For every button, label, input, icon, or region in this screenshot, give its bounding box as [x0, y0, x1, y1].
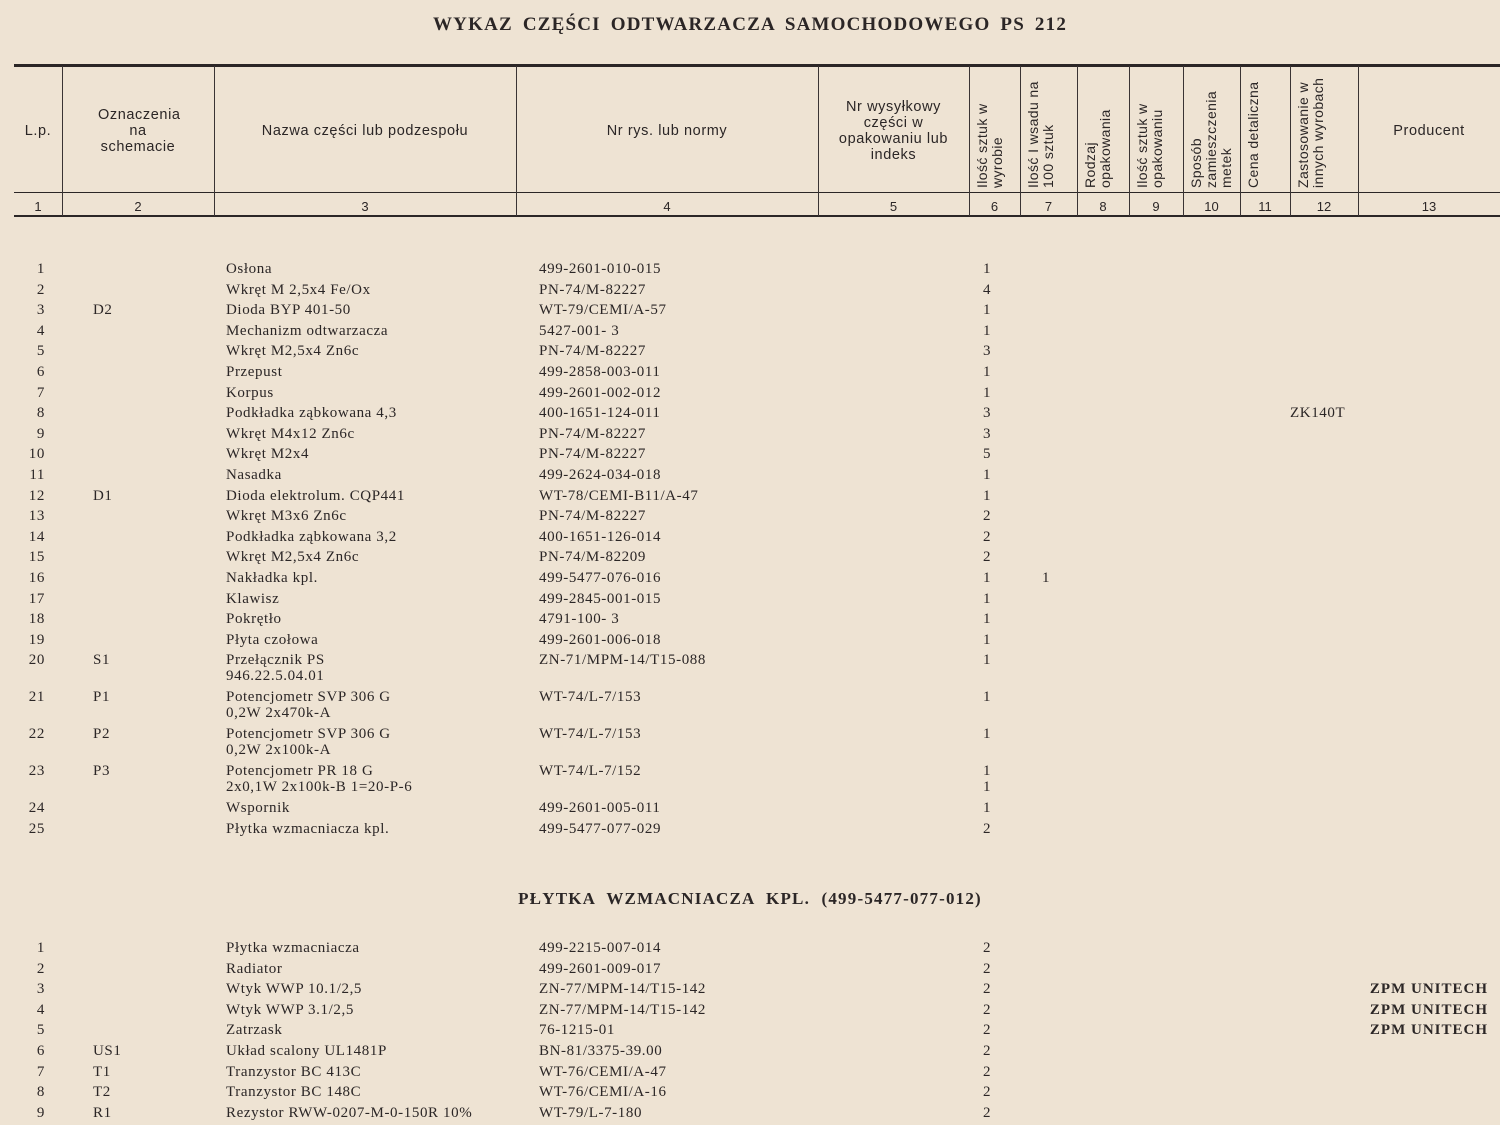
- quantity: 2: [983, 1043, 992, 1059]
- part-name: Korpus: [226, 384, 274, 401]
- column-number: 9: [1152, 199, 1160, 214]
- table-row: [0, 323, 1500, 343]
- column-number: 1: [34, 199, 42, 214]
- drawing-number: 400-1651-124-011: [539, 405, 661, 422]
- column-header-12: [1296, 70, 1354, 188]
- part-name: Mechanizm odtwarzacza: [226, 322, 389, 339]
- table-row: [0, 426, 1500, 446]
- schematic-designator: P1: [93, 689, 111, 706]
- part-name: Płytka wzmacniacza: [226, 940, 360, 956]
- row-number: 4: [36, 322, 45, 339]
- table-row: [0, 632, 1500, 652]
- drawing-number: 499-2215-007-014: [539, 940, 662, 956]
- part-name: Wkręt M2x4: [226, 446, 310, 463]
- row-number: 5: [36, 1022, 45, 1039]
- batch-quantity: 1: [1042, 570, 1051, 586]
- drawing-number: 499-2601-010-015: [539, 261, 662, 277]
- header-bottom-rule: [14, 215, 1500, 217]
- row-number: 11: [29, 467, 45, 483]
- column-header-4: [516, 70, 818, 192]
- part-name: Nasadka: [226, 467, 282, 483]
- column-header-1: [14, 70, 62, 192]
- schematic-designator: S1: [93, 652, 111, 669]
- row-number: 1: [36, 940, 45, 956]
- column-header-6: [975, 70, 1016, 188]
- row-number: 24: [28, 800, 45, 817]
- row-number: 3: [36, 302, 45, 319]
- quantity: 2: [983, 508, 992, 525]
- schematic-designator: P3: [93, 763, 111, 780]
- row-number: 7: [36, 1063, 45, 1080]
- column-header-label: Nr rys. lub normy: [606, 123, 728, 139]
- part-name: Przełącznik PS: [226, 652, 325, 669]
- row-number: 1: [36, 261, 45, 277]
- row-number: 4: [36, 1001, 45, 1018]
- part-name: Wkręt M2,5x4 Zn6c: [226, 343, 360, 360]
- row-number: 7: [36, 384, 45, 401]
- column-header-7: [1026, 70, 1073, 188]
- column-header-11: [1246, 70, 1286, 188]
- table-row: [0, 1043, 1500, 1063]
- table-row: [0, 1002, 1500, 1022]
- column-header-13: [1358, 70, 1500, 192]
- column-number: 11: [1258, 199, 1272, 214]
- drawing-number: 499-5477-077-029: [539, 821, 662, 837]
- part-name: Klawisz: [226, 590, 280, 607]
- column-header-8: [1083, 70, 1125, 188]
- quantity: 2: [983, 1022, 992, 1039]
- part-name: Wtyk WWP 3.1/2,5: [226, 1001, 354, 1018]
- table-row: [0, 549, 1500, 569]
- part-name: Pokrętło: [226, 611, 282, 628]
- drawing-number: 4791-100- 3: [539, 611, 620, 628]
- part-name-continued: 0,2W 2x100k-A: [226, 742, 332, 759]
- schematic-designator: T1: [93, 1063, 111, 1080]
- table-row: [0, 821, 1500, 841]
- used-in-products: ZK140T: [1290, 405, 1346, 422]
- producer: ZPM UNITECH: [1369, 981, 1488, 998]
- quantity: 2: [983, 1084, 992, 1101]
- drawing-number: PN-74/M-82209: [539, 549, 646, 566]
- column-header-label: Ilość I wsadu na 100 sztuk: [1025, 81, 1056, 188]
- row-number: 14: [28, 528, 45, 545]
- quantity: 2: [983, 960, 992, 977]
- column-divider: [1240, 66, 1241, 216]
- quantity-continued: 1: [983, 779, 992, 796]
- part-name: Dioda elektrolum. CQP441: [226, 487, 405, 504]
- quantity: 1: [983, 652, 992, 669]
- table-row: [0, 763, 1500, 796]
- drawing-number: 499-2624-034-018: [539, 467, 662, 483]
- part-name-continued: 946.22.5.04.01: [226, 668, 325, 685]
- row-number: 2: [36, 281, 45, 298]
- part-name: Radiator: [226, 960, 283, 977]
- table-row: [0, 1064, 1500, 1084]
- quantity: 3: [983, 343, 992, 360]
- quantity: 3: [983, 405, 992, 422]
- column-header-label: Oznaczenia na schemacie: [98, 107, 181, 155]
- row-number: 12: [28, 487, 45, 504]
- drawing-number: WT-78/CEMI-B11/A-47: [539, 487, 699, 504]
- column-number: 13: [1421, 199, 1437, 214]
- column-header-label: L.p.: [24, 123, 52, 139]
- column-number: 2: [134, 199, 142, 214]
- part-name: Wkręt M 2,5x4 Fe/Ox: [226, 281, 371, 298]
- column-divider: [969, 66, 970, 216]
- column-header-label: Producent: [1393, 123, 1465, 139]
- drawing-number: WT-76/CEMI/A-16: [539, 1084, 667, 1101]
- drawing-number: 499-2601-009-017: [539, 960, 662, 977]
- column-number: 5: [889, 199, 898, 214]
- row-number: 8: [36, 1084, 45, 1101]
- drawing-number: 499-2601-005-011: [539, 800, 661, 817]
- part-name: Potencjometr SVP 306 G: [226, 689, 391, 706]
- row-number: 25: [28, 821, 45, 837]
- quantity: 2: [983, 940, 992, 956]
- part-name: Przepust: [226, 364, 283, 380]
- quantity: 1: [983, 631, 992, 648]
- row-number: 8: [36, 405, 45, 422]
- table-row: [0, 343, 1500, 363]
- producer: ZPM UNITECH: [1369, 1001, 1488, 1018]
- drawing-number: PN-74/M-82227: [539, 446, 646, 463]
- table-row: [0, 591, 1500, 611]
- quantity: 1: [983, 487, 992, 504]
- drawing-number: ZN-77/MPM-14/T15-142: [539, 1001, 706, 1018]
- column-divider: [1183, 66, 1184, 216]
- table-row: [0, 1022, 1500, 1042]
- drawing-number: PN-74/M-82227: [539, 425, 646, 442]
- row-number: 3: [36, 981, 45, 998]
- drawing-number: 499-2845-001-015: [539, 590, 662, 607]
- row-number: 6: [36, 1043, 45, 1059]
- quantity: 1: [983, 590, 992, 607]
- drawing-number: ZN-71/MPM-14/T15-088: [539, 652, 706, 669]
- schematic-designator: US1: [93, 1043, 122, 1059]
- part-name: Osłona: [226, 261, 273, 277]
- table-row: [0, 446, 1500, 466]
- part-name: Wkręt M2,5x4 Zn6c: [226, 549, 360, 566]
- part-name: Tranzystor BC 148C: [226, 1084, 362, 1101]
- quantity: 1: [983, 261, 992, 277]
- part-name: Wkręt M3x6 Zn6c: [226, 508, 347, 525]
- drawing-number: 499-5477-076-016: [539, 570, 662, 586]
- table-row: [0, 261, 1500, 281]
- quantity: 2: [983, 1104, 992, 1121]
- column-header-10: [1189, 70, 1236, 188]
- column-header-9: [1135, 70, 1179, 188]
- part-name: Płytka wzmacniacza kpl.: [226, 821, 390, 837]
- table-row: [0, 940, 1500, 960]
- row-number: 16: [28, 570, 45, 586]
- part-name: Nakładka kpl.: [226, 570, 318, 586]
- quantity: 1: [983, 763, 992, 780]
- schematic-designator: D2: [93, 302, 113, 319]
- producer: ZPM UNITECH: [1369, 1022, 1488, 1039]
- table-row: [0, 1084, 1500, 1104]
- drawing-number: ZN-77/MPM-14/T15-142: [539, 981, 706, 998]
- row-number: 18: [28, 611, 45, 628]
- quantity: 2: [983, 821, 992, 837]
- quantity: 1: [983, 467, 992, 483]
- column-header-label: Ilość sztuk w opakowaniu: [1134, 103, 1165, 188]
- schematic-designator: P2: [93, 726, 111, 743]
- part-name: Płyta czołowa: [226, 631, 319, 648]
- quantity: 1: [983, 689, 992, 706]
- table-row: [0, 1105, 1500, 1125]
- row-number: 17: [28, 590, 45, 607]
- schematic-designator: D1: [93, 487, 113, 504]
- part-name: Tranzystor BC 413C: [226, 1063, 362, 1080]
- column-header-label: Sposób zamieszczenia metek: [1188, 90, 1234, 188]
- drawing-number: 76-1215-01: [539, 1022, 615, 1039]
- quantity: 1: [983, 726, 992, 743]
- column-divider: [1020, 66, 1021, 216]
- part-name-continued: 2x0,1W 2x100k-B 1=20-P-6: [226, 779, 413, 796]
- part-name: Potencjometr SVP 306 G: [226, 726, 391, 743]
- part-name: Podkładka ząbkowana 4,3: [226, 405, 397, 422]
- drawing-number: 5427-001- 3: [539, 322, 620, 339]
- quantity: 1: [983, 364, 992, 380]
- quantity: 2: [983, 1063, 992, 1080]
- quantity: 1: [983, 302, 992, 319]
- section-title: PŁYTKA WZMACNIACZA KPL. (499-5477-077-012): [518, 889, 982, 908]
- column-header-3: [214, 70, 516, 192]
- drawing-number: PN-74/M-82227: [539, 343, 646, 360]
- schematic-designator: T2: [93, 1084, 111, 1101]
- part-name: Wtyk WWP 10.1/2,5: [226, 981, 363, 998]
- drawing-number: WT-74/L-7/153: [539, 726, 642, 743]
- drawing-number: WT-76/CEMI/A-47: [539, 1063, 667, 1080]
- quantity: 4: [983, 281, 992, 298]
- row-number: 21: [28, 689, 45, 706]
- column-number: 7: [1044, 199, 1053, 214]
- quantity: 2: [983, 1001, 992, 1018]
- part-name: Wkręt M4x12 Zn6c: [226, 425, 355, 442]
- table-row: [0, 529, 1500, 549]
- row-number: 6: [36, 364, 45, 380]
- table-row: [0, 981, 1500, 1001]
- part-name: Układ scalony UL1481P: [226, 1043, 387, 1059]
- row-number: 23: [28, 763, 45, 780]
- column-header-label: Ilość sztuk w wyrobie: [974, 103, 1005, 188]
- drawing-number: WT-79/L-7-180: [539, 1104, 643, 1121]
- row-number: 22: [28, 726, 45, 743]
- table-row: [0, 302, 1500, 322]
- column-number: 8: [1099, 199, 1107, 214]
- part-name: Potencjometr PR 18 G: [226, 763, 374, 780]
- table-row: [0, 488, 1500, 508]
- row-number: 9: [36, 425, 45, 442]
- quantity: 1: [983, 384, 992, 401]
- table-row: [0, 385, 1500, 405]
- table-row: [0, 652, 1500, 685]
- table-row: [0, 570, 1500, 590]
- quantity: 3: [983, 425, 992, 442]
- drawing-number: 499-2601-006-018: [539, 631, 662, 648]
- column-divider: [1290, 66, 1291, 216]
- column-number: 12: [1316, 199, 1332, 214]
- row-number: 10: [28, 446, 45, 463]
- part-name: Podkładka ząbkowana 3,2: [226, 528, 397, 545]
- drawing-number: WT-79/CEMI/A-57: [539, 302, 667, 319]
- table-row: [0, 282, 1500, 302]
- quantity: 2: [983, 528, 992, 545]
- column-header-label: Nr wysyłkowy części w opakowaniu lub indeks: [838, 99, 949, 163]
- quantity: 1: [983, 611, 992, 628]
- drawing-number: BN-81/3375-39.00: [539, 1043, 663, 1059]
- column-header-label: Rodzaj opakowania: [1082, 109, 1113, 188]
- header-top-rule: [14, 64, 1500, 67]
- drawing-number: 499-2601-002-012: [539, 384, 662, 401]
- column-number: 6: [990, 199, 999, 214]
- table-row: [0, 508, 1500, 528]
- column-divider: [1077, 66, 1078, 216]
- column-number: 3: [361, 199, 369, 214]
- part-name-continued: 0,2W 2x470k-A: [226, 705, 332, 722]
- table-row: [0, 726, 1500, 759]
- table-row: [0, 467, 1500, 487]
- column-header-label: Nazwa części lub podzespołu: [261, 123, 469, 139]
- quantity: 2: [983, 981, 992, 998]
- column-header-label: Zastosowanie w innych wyrobach: [1295, 77, 1326, 188]
- table-row: [0, 405, 1500, 425]
- quantity: 1: [983, 570, 992, 586]
- column-divider: [1129, 66, 1130, 216]
- drawing-number: 400-1651-126-014: [539, 528, 662, 545]
- row-number: 5: [36, 343, 45, 360]
- column-number: 4: [663, 199, 671, 214]
- table-row: [0, 689, 1500, 722]
- schematic-designator: R1: [93, 1104, 112, 1121]
- table-row: [0, 961, 1500, 981]
- row-number: 20: [28, 652, 45, 669]
- row-number: 15: [28, 549, 45, 566]
- drawing-number: WT-74/L-7/152: [539, 763, 642, 780]
- quantity: 5: [983, 446, 992, 463]
- part-name: Wspornik: [226, 800, 290, 817]
- quantity: 2: [983, 549, 992, 566]
- table-row: [0, 611, 1500, 631]
- drawing-number: 499-2858-003-011: [539, 364, 661, 380]
- row-number: 9: [36, 1104, 45, 1121]
- part-name: Zatrzask: [226, 1022, 283, 1039]
- row-number: 19: [28, 631, 45, 648]
- row-number: 2: [36, 960, 45, 977]
- drawing-number: WT-74/L-7/153: [539, 689, 642, 706]
- column-header-5: [818, 70, 969, 192]
- column-header-2: [62, 70, 214, 192]
- drawing-number: PN-74/M-82227: [539, 508, 646, 525]
- table-row: [0, 364, 1500, 384]
- row-number: 13: [28, 508, 45, 525]
- part-name: Dioda BYP 401-50: [226, 302, 351, 319]
- column-number: 10: [1204, 199, 1219, 214]
- quantity: 1: [983, 322, 992, 339]
- quantity: 1: [983, 800, 992, 817]
- part-name: Rezystor RWW-0207-M-0-150R 10%: [226, 1104, 473, 1121]
- document-title: WYKAZ CZĘŚCI ODTWARZACZA SAMOCHODOWEGO PS 212: [432, 14, 1068, 35]
- header-mid-rule: [14, 192, 1500, 193]
- table-row: [0, 800, 1500, 820]
- column-header-label: Cena detaliczna: [1245, 81, 1261, 188]
- drawing-number: PN-74/M-82227: [539, 281, 646, 298]
